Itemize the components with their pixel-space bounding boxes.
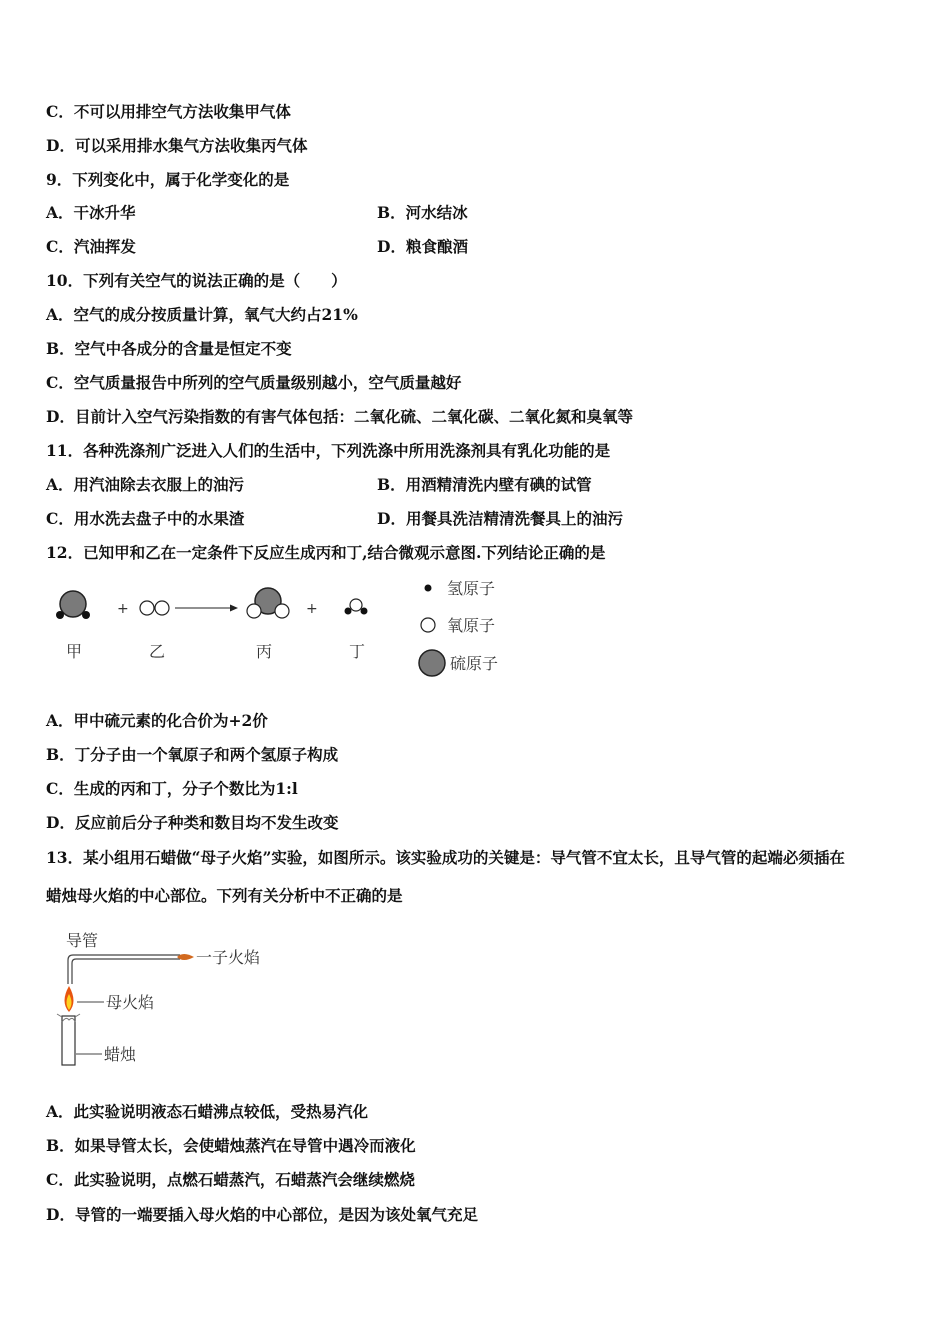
q8-option-c: C．不可以用排空气方法收集甲气体 (46, 102, 291, 121)
q13-stem-line2: 蜡烛母火焰的中心部位。下列有关分析中不正确的是 (46, 886, 403, 905)
q12-option-d: D．反应前后分子种类和数目均不发生改变 (46, 813, 339, 832)
plus-sign-2: + (306, 601, 318, 617)
q9-option-b: B．河水结冰 (377, 203, 468, 222)
q10-stem: 10．下列有关空气的说法正确的是（ ） (46, 271, 347, 290)
legend-oxygen-icon (421, 618, 435, 632)
q11-option-b: B．用酒精清洗内壁有碘的试管 (377, 475, 592, 494)
label-candle: 蜡烛 (104, 1045, 137, 1064)
q13-option-b: B．如果导管太长，会使蜡烛蒸汽在导管中遇冷而液化 (46, 1136, 416, 1155)
candle-icon (57, 1014, 80, 1065)
molecule-ding (345, 599, 368, 615)
molecule-bing (247, 588, 289, 618)
mother-flame-icon (65, 986, 74, 1012)
q9-option-c: C．汽油挥发 (46, 237, 136, 256)
legend-oxygen: 氧原子 (447, 616, 496, 635)
guide-tube (68, 955, 180, 984)
legend-hydrogen-icon (425, 585, 432, 592)
q9-option-d: D．粮食酿酒 (377, 237, 468, 256)
label-mother-flame: 母火焰 (106, 993, 155, 1012)
plus-sign-1: + (117, 601, 129, 617)
q10-option-c: C．空气质量报告中所列的空气质量级别越小，空气质量越好 (46, 373, 462, 392)
label-jia: 甲 (66, 642, 83, 661)
legend-sulfur-icon (419, 650, 445, 676)
q13-candle-diagram (46, 924, 306, 1074)
q12-option-a: A．甲中硫元素的化合价为+2价 (46, 711, 268, 730)
q13-option-a: A．此实验说明液态石蜡沸点较低，受热易汽化 (46, 1102, 369, 1121)
q8-option-d: D．可以采用排水集气方法收集丙气体 (46, 136, 308, 155)
q11-option-a: A．用汽油除去衣服上的油污 (46, 475, 245, 494)
label-yi: 乙 (149, 642, 166, 661)
label-ding: 丁 (349, 642, 366, 661)
legend-sulfur: 硫原子 (450, 654, 499, 673)
label-tube: 导管 (66, 931, 99, 950)
q11-option-d: D．用餐具洗洁精清洗餐具上的油污 (377, 509, 623, 528)
q12-stem: 12．已知甲和乙在一定条件下反应生成丙和丁,结合微观示意图.下列结论正确的是 (46, 543, 606, 562)
label-child-flame: 一子火焰 (196, 948, 261, 967)
q13-stem-line1: 13．某小组用石蜡做“母子火焰”实验，如图所示。该实验成功的关键是：导气管不宜太长，且导气管的起端必须插在 (46, 848, 845, 867)
q10-option-d: D．目前计入空气污染指数的有害气体包括：二氧化硫、二氧化碳、二氧化氮和臭氧等 (46, 407, 633, 426)
q12-molecule-diagram (46, 575, 526, 685)
q13-option-c: C．此实验说明，点燃石蜡蒸汽，石蜡蒸汽会继续燃烧 (46, 1170, 415, 1189)
molecule-yi (140, 601, 169, 615)
reaction-arrow (175, 605, 238, 612)
q10-option-b: B．空气中各成分的含量是恒定不变 (46, 339, 292, 358)
q9-option-a: A．干冰升华 (46, 203, 136, 222)
q11-stem: 11．各种洗涤剂广泛进入人们的生活中，下列洗涤中所用洗涤剂具有乳化功能的是 (46, 441, 611, 460)
q10-option-a: A．空气的成分按质量计算，氧气大约占21% (46, 305, 358, 324)
q13-option-d: D．导管的一端要插入母火焰的中心部位，是因为该处氧气充足 (46, 1205, 478, 1224)
q12-option-c: C．生成的丙和丁，分子个数比为1:l (46, 779, 298, 798)
q11-option-c: C．用水洗去盘子中的水果渣 (46, 509, 245, 528)
molecule-jia (56, 591, 90, 619)
q9-stem: 9．下列变化中，属于化学变化的是 (46, 170, 290, 189)
legend-hydrogen: 氢原子 (447, 579, 496, 598)
q12-option-b: B．丁分子由一个氧原子和两个氢原子构成 (46, 745, 339, 764)
label-bing: 丙 (256, 642, 273, 661)
